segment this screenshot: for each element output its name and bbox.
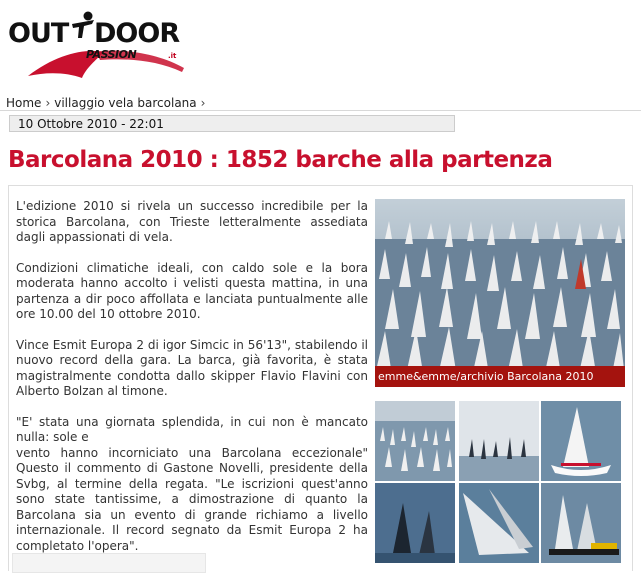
gallery-thumbnail[interactable] (375, 483, 455, 563)
gallery-thumbnail[interactable] (541, 401, 621, 481)
site-logo[interactable] (6, 8, 186, 78)
article-paragraph: Condizioni climatiche ideali, con caldo sole e la bora moderata hanno accolto i velisti questa mattina, in una partenza a dir poco affollata e lanciata puntualmente alle ore 10.00 del 10 ottobre 2010. (16, 260, 368, 321)
quote-line-2: vento hanno incorniciato una Barcolana eccezionale" Questo il commento di Gastone Novelli, presidente della Svbg, al termine della regata. "Le iscrizioni quest'anno sono state tantissime, a dimostrazione di quanto la Barcolana sia un evento di grande richiamo a livello internazionale. Il record segnato da Esmit Europa 2 ha completato l'opera". (16, 445, 368, 553)
logo-word-out: OUT (8, 18, 69, 49)
article-paragraph: Vince Esmit Europa 2 di igor Simcic in 56'13", stabilendo il nuovo record della gara. La barca, già favorita, è stata magistralmente condotta dallo skipper Flavio Flavini con Alberto Bolzan al timone. (16, 337, 368, 398)
thumbnail-image (541, 483, 621, 563)
thumbnail-image (459, 401, 539, 481)
gallery-thumbnail[interactable] (459, 401, 539, 481)
logo-word-door: DOOR (94, 18, 180, 49)
gallery-thumbnail[interactable] (541, 483, 621, 563)
thumbnail-image (459, 483, 539, 563)
thumbnail-image (375, 401, 455, 481)
article-title: Barcolana 2010 : 1852 barche alla partenza (8, 147, 553, 173)
header-divider (0, 110, 641, 111)
article-body (16, 199, 368, 554)
article-quote-paragraph (16, 415, 368, 555)
breadcrumb-separator-trailing: › (200, 96, 206, 110)
photo-caption: emme&emme/archivio Barcolana 2010 (375, 366, 625, 387)
quote-line-1: "E' stata una giornata splendida, in cui non è mancato nulla: sole e (16, 414, 368, 444)
breadcrumb-separator: › (45, 96, 51, 110)
regatta-photo-image (375, 199, 625, 387)
thumbnail-image (375, 483, 455, 563)
article-date: 10 Ottobre 2010 - 22:01 (9, 115, 455, 132)
main-regatta-photo[interactable] (375, 199, 625, 387)
logo-tld: .it (168, 52, 177, 60)
gallery-thumbnail[interactable] (375, 401, 455, 481)
logo-word-passion: PASSION (86, 48, 137, 61)
thumbnail-image (541, 401, 621, 481)
breadcrumb-section-link[interactable]: villaggio vela barcolana (54, 96, 197, 110)
article-paragraph: L'edizione 2010 si rivela un successo incredibile per la storica Barcolana, con Trieste letteralmente assediata dagli appassionati di vela. (16, 199, 368, 244)
bottom-panel (12, 553, 206, 573)
gallery-thumbnail[interactable] (459, 483, 539, 563)
breadcrumb (6, 96, 209, 110)
breadcrumb-home-link[interactable]: Home (6, 96, 42, 110)
